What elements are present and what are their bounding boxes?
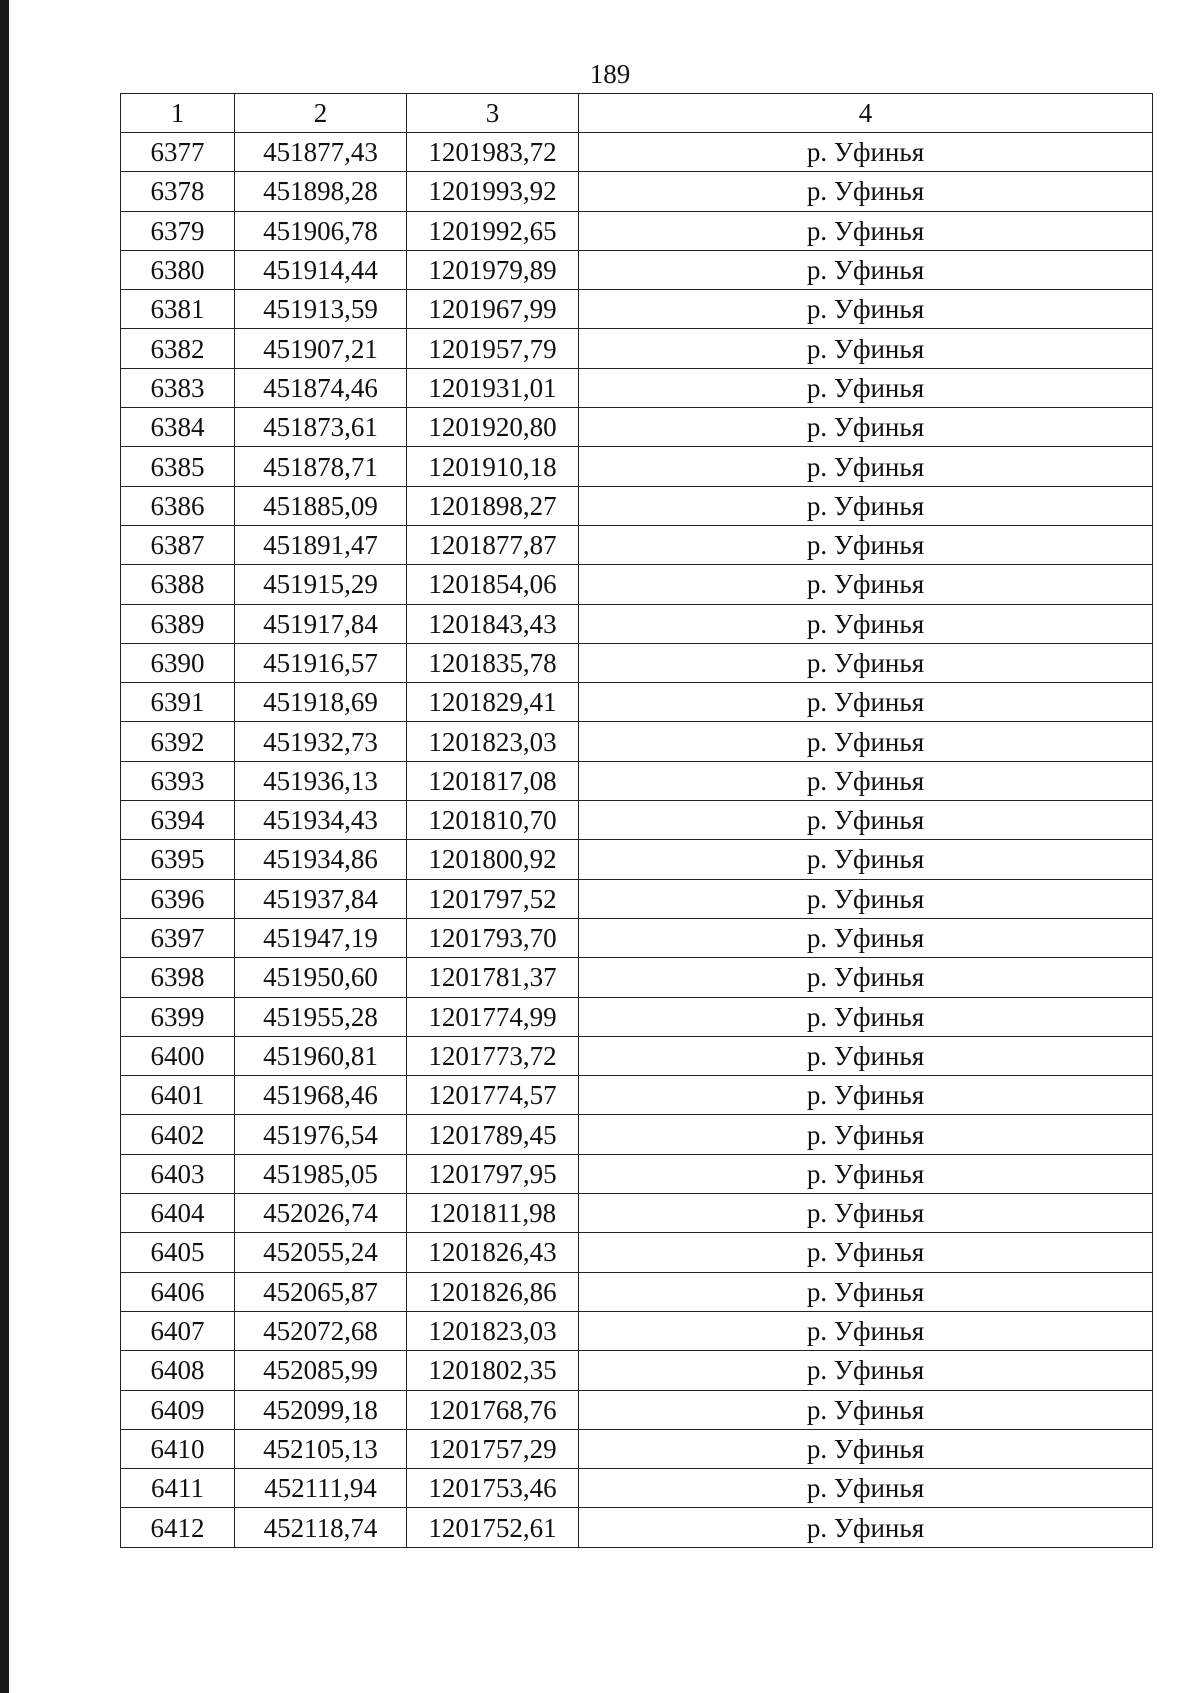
x-coordinate-cell: 451932,73 — [235, 722, 407, 761]
x-coordinate-cell: 451906,78 — [235, 211, 407, 250]
x-coordinate-cell: 451891,47 — [235, 525, 407, 564]
description-cell: р. Уфинья — [579, 368, 1153, 407]
y-coordinate-cell: 1201983,72 — [407, 133, 579, 172]
table-row — [121, 997, 1153, 1036]
x-coordinate-cell: 451914,44 — [235, 250, 407, 289]
table-row — [121, 1036, 1153, 1075]
description-cell: р. Уфинья — [579, 1469, 1153, 1508]
x-coordinate-cell: 451898,28 — [235, 172, 407, 211]
y-coordinate-cell: 1201802,35 — [407, 1351, 579, 1390]
table-row — [121, 447, 1153, 486]
x-coordinate-cell: 451947,19 — [235, 918, 407, 957]
point-number-cell: 6402 — [121, 1115, 235, 1154]
description-cell: р. Уфинья — [579, 1351, 1153, 1390]
point-number-cell: 6397 — [121, 918, 235, 957]
description-cell: р. Уфинья — [579, 290, 1153, 329]
point-number-cell: 6378 — [121, 172, 235, 211]
y-coordinate-cell: 1201829,41 — [407, 683, 579, 722]
description-cell: р. Уфинья — [579, 329, 1153, 368]
x-coordinate-cell: 452055,24 — [235, 1233, 407, 1272]
x-coordinate-cell: 451937,84 — [235, 879, 407, 918]
point-number-cell: 6391 — [121, 683, 235, 722]
x-coordinate-cell: 452072,68 — [235, 1311, 407, 1350]
point-number-cell: 6380 — [121, 250, 235, 289]
y-coordinate-cell: 1201774,99 — [407, 997, 579, 1036]
point-number-cell: 6385 — [121, 447, 235, 486]
x-coordinate-cell: 451907,21 — [235, 329, 407, 368]
point-number-cell: 6410 — [121, 1429, 235, 1468]
table-row — [121, 958, 1153, 997]
y-coordinate-cell: 1201979,89 — [407, 250, 579, 289]
x-coordinate-cell: 451918,69 — [235, 683, 407, 722]
x-coordinate-cell: 451936,13 — [235, 761, 407, 800]
y-coordinate-cell: 1201920,80 — [407, 408, 579, 447]
table-row — [121, 133, 1153, 172]
point-number-cell: 6386 — [121, 486, 235, 525]
x-coordinate-cell: 451917,84 — [235, 604, 407, 643]
description-cell: р. Уфинья — [579, 565, 1153, 604]
point-number-cell: 6392 — [121, 722, 235, 761]
description-cell: р. Уфинья — [579, 408, 1153, 447]
y-coordinate-cell: 1201957,79 — [407, 329, 579, 368]
y-coordinate-cell: 1201768,76 — [407, 1390, 579, 1429]
table-row — [121, 643, 1153, 682]
y-coordinate-cell: 1201810,70 — [407, 801, 579, 840]
point-number-cell: 6377 — [121, 133, 235, 172]
table-row — [121, 211, 1153, 250]
point-number-cell: 6383 — [121, 368, 235, 407]
table-row — [121, 840, 1153, 879]
y-coordinate-cell: 1201835,78 — [407, 643, 579, 682]
table-body — [121, 133, 1153, 1548]
description-cell: р. Уфинья — [579, 683, 1153, 722]
x-coordinate-cell: 452099,18 — [235, 1390, 407, 1429]
x-coordinate-cell: 451968,46 — [235, 1076, 407, 1115]
point-number-cell: 6400 — [121, 1036, 235, 1075]
column-header: 4 — [579, 94, 1153, 133]
description-cell: р. Уфинья — [579, 525, 1153, 564]
y-coordinate-cell: 1201797,52 — [407, 879, 579, 918]
point-number-cell: 6407 — [121, 1311, 235, 1350]
y-coordinate-cell: 1201826,43 — [407, 1233, 579, 1272]
y-coordinate-cell: 1201823,03 — [407, 722, 579, 761]
x-coordinate-cell: 451976,54 — [235, 1115, 407, 1154]
page-number: 189 — [589, 59, 631, 89]
point-number-cell: 6399 — [121, 997, 235, 1036]
y-coordinate-cell: 1201773,72 — [407, 1036, 579, 1075]
point-number-cell: 6395 — [121, 840, 235, 879]
table-row — [121, 879, 1153, 918]
table-row — [121, 918, 1153, 957]
table-row — [121, 368, 1153, 407]
point-number-cell: 6384 — [121, 408, 235, 447]
description-cell: р. Уфинья — [579, 447, 1153, 486]
description-cell: р. Уфинья — [579, 1508, 1153, 1547]
point-number-cell: 6393 — [121, 761, 235, 800]
x-coordinate-cell: 451934,86 — [235, 840, 407, 879]
table-row — [121, 1390, 1153, 1429]
y-coordinate-cell: 1201793,70 — [407, 918, 579, 957]
description-cell: р. Уфинья — [579, 172, 1153, 211]
table-row — [121, 1115, 1153, 1154]
point-number-cell: 6412 — [121, 1508, 235, 1547]
table-row — [121, 683, 1153, 722]
x-coordinate-cell: 452065,87 — [235, 1272, 407, 1311]
table-row — [121, 1429, 1153, 1468]
column-header: 2 — [235, 94, 407, 133]
table-row — [121, 408, 1153, 447]
table-row — [121, 486, 1153, 525]
x-coordinate-cell: 451878,71 — [235, 447, 407, 486]
description-cell: р. Уфинья — [579, 918, 1153, 957]
table-row — [121, 722, 1153, 761]
table-row — [121, 329, 1153, 368]
header-row — [121, 94, 1153, 133]
table-row — [121, 1233, 1153, 1272]
point-number-cell: 6401 — [121, 1076, 235, 1115]
x-coordinate-cell: 451885,09 — [235, 486, 407, 525]
y-coordinate-cell: 1201752,61 — [407, 1508, 579, 1547]
point-number-cell: 6405 — [121, 1233, 235, 1272]
table-row — [121, 761, 1153, 800]
y-coordinate-cell: 1201817,08 — [407, 761, 579, 800]
table-row — [121, 290, 1153, 329]
description-cell: р. Уфинья — [579, 1233, 1153, 1272]
y-coordinate-cell: 1201789,45 — [407, 1115, 579, 1154]
y-coordinate-cell: 1201800,92 — [407, 840, 579, 879]
description-cell: р. Уфинья — [579, 486, 1153, 525]
x-coordinate-cell: 452085,99 — [235, 1351, 407, 1390]
scan-border — [0, 0, 9, 1693]
x-coordinate-cell: 451874,46 — [235, 368, 407, 407]
description-cell: р. Уфинья — [579, 604, 1153, 643]
description-cell: р. Уфинья — [579, 1076, 1153, 1115]
x-coordinate-cell: 451877,43 — [235, 133, 407, 172]
y-coordinate-cell: 1201797,95 — [407, 1154, 579, 1193]
table-row — [121, 1272, 1153, 1311]
x-coordinate-cell: 451916,57 — [235, 643, 407, 682]
y-coordinate-cell: 1201854,06 — [407, 565, 579, 604]
point-number-cell: 6388 — [121, 565, 235, 604]
table-row — [121, 1076, 1153, 1115]
x-coordinate-cell: 451955,28 — [235, 997, 407, 1036]
x-coordinate-cell: 451913,59 — [235, 290, 407, 329]
description-cell: р. Уфинья — [579, 1154, 1153, 1193]
point-number-cell: 6394 — [121, 801, 235, 840]
description-cell: р. Уфинья — [579, 1390, 1153, 1429]
point-number-cell: 6404 — [121, 1194, 235, 1233]
description-cell: р. Уфинья — [579, 958, 1153, 997]
point-number-cell: 6403 — [121, 1154, 235, 1193]
description-cell: р. Уфинья — [579, 1311, 1153, 1350]
x-coordinate-cell: 451873,61 — [235, 408, 407, 447]
x-coordinate-cell: 452118,74 — [235, 1508, 407, 1547]
table-row — [121, 1508, 1153, 1547]
table-row — [121, 1351, 1153, 1390]
x-coordinate-cell: 452026,74 — [235, 1194, 407, 1233]
description-cell: р. Уфинья — [579, 250, 1153, 289]
table-row — [121, 1311, 1153, 1350]
y-coordinate-cell: 1201877,87 — [407, 525, 579, 564]
point-number-cell: 6398 — [121, 958, 235, 997]
point-number-cell: 6396 — [121, 879, 235, 918]
y-coordinate-cell: 1201753,46 — [407, 1469, 579, 1508]
point-number-cell: 6390 — [121, 643, 235, 682]
table-row — [121, 1154, 1153, 1193]
x-coordinate-cell: 451934,43 — [235, 801, 407, 840]
table-row — [121, 525, 1153, 564]
x-coordinate-cell: 451950,60 — [235, 958, 407, 997]
point-number-cell: 6406 — [121, 1272, 235, 1311]
y-coordinate-cell: 1201898,27 — [407, 486, 579, 525]
description-cell: р. Уфинья — [579, 840, 1153, 879]
x-coordinate-cell: 452111,94 — [235, 1469, 407, 1508]
point-number-cell: 6381 — [121, 290, 235, 329]
description-cell: р. Уфинья — [579, 801, 1153, 840]
description-cell: р. Уфинья — [579, 879, 1153, 918]
table-row — [121, 604, 1153, 643]
table-row — [121, 565, 1153, 604]
description-cell: р. Уфинья — [579, 211, 1153, 250]
x-coordinate-cell: 451985,05 — [235, 1154, 407, 1193]
y-coordinate-cell: 1201931,01 — [407, 368, 579, 407]
y-coordinate-cell: 1201843,43 — [407, 604, 579, 643]
x-coordinate-cell: 451960,81 — [235, 1036, 407, 1075]
description-cell: р. Уфинья — [579, 1272, 1153, 1311]
x-coordinate-cell: 452105,13 — [235, 1429, 407, 1468]
y-coordinate-cell: 1201993,92 — [407, 172, 579, 211]
y-coordinate-cell: 1201910,18 — [407, 447, 579, 486]
coordinates-table — [120, 93, 1153, 1548]
point-number-cell: 6409 — [121, 1390, 235, 1429]
column-header: 1 — [121, 94, 235, 133]
description-cell: р. Уфинья — [579, 997, 1153, 1036]
column-header: 3 — [407, 94, 579, 133]
table-row — [121, 801, 1153, 840]
point-number-cell: 6389 — [121, 604, 235, 643]
y-coordinate-cell: 1201774,57 — [407, 1076, 579, 1115]
y-coordinate-cell: 1201811,98 — [407, 1194, 579, 1233]
point-number-cell: 6382 — [121, 329, 235, 368]
y-coordinate-cell: 1201967,99 — [407, 290, 579, 329]
point-number-cell: 6408 — [121, 1351, 235, 1390]
point-number-cell: 6387 — [121, 525, 235, 564]
description-cell: р. Уфинья — [579, 643, 1153, 682]
table-row — [121, 1469, 1153, 1508]
y-coordinate-cell: 1201781,37 — [407, 958, 579, 997]
y-coordinate-cell: 1201757,29 — [407, 1429, 579, 1468]
y-coordinate-cell: 1201992,65 — [407, 211, 579, 250]
table-row — [121, 250, 1153, 289]
description-cell: р. Уфинья — [579, 722, 1153, 761]
description-cell: р. Уфинья — [579, 1194, 1153, 1233]
point-number-cell: 6379 — [121, 211, 235, 250]
point-number-cell: 6411 — [121, 1469, 235, 1508]
y-coordinate-cell: 1201826,86 — [407, 1272, 579, 1311]
y-coordinate-cell: 1201823,03 — [407, 1311, 579, 1350]
description-cell: р. Уфинья — [579, 761, 1153, 800]
table-row — [121, 172, 1153, 211]
description-cell: р. Уфинья — [579, 1429, 1153, 1468]
description-cell: р. Уфинья — [579, 1115, 1153, 1154]
table-row — [121, 1194, 1153, 1233]
description-cell: р. Уфинья — [579, 133, 1153, 172]
x-coordinate-cell: 451915,29 — [235, 565, 407, 604]
description-cell: р. Уфинья — [579, 1036, 1153, 1075]
